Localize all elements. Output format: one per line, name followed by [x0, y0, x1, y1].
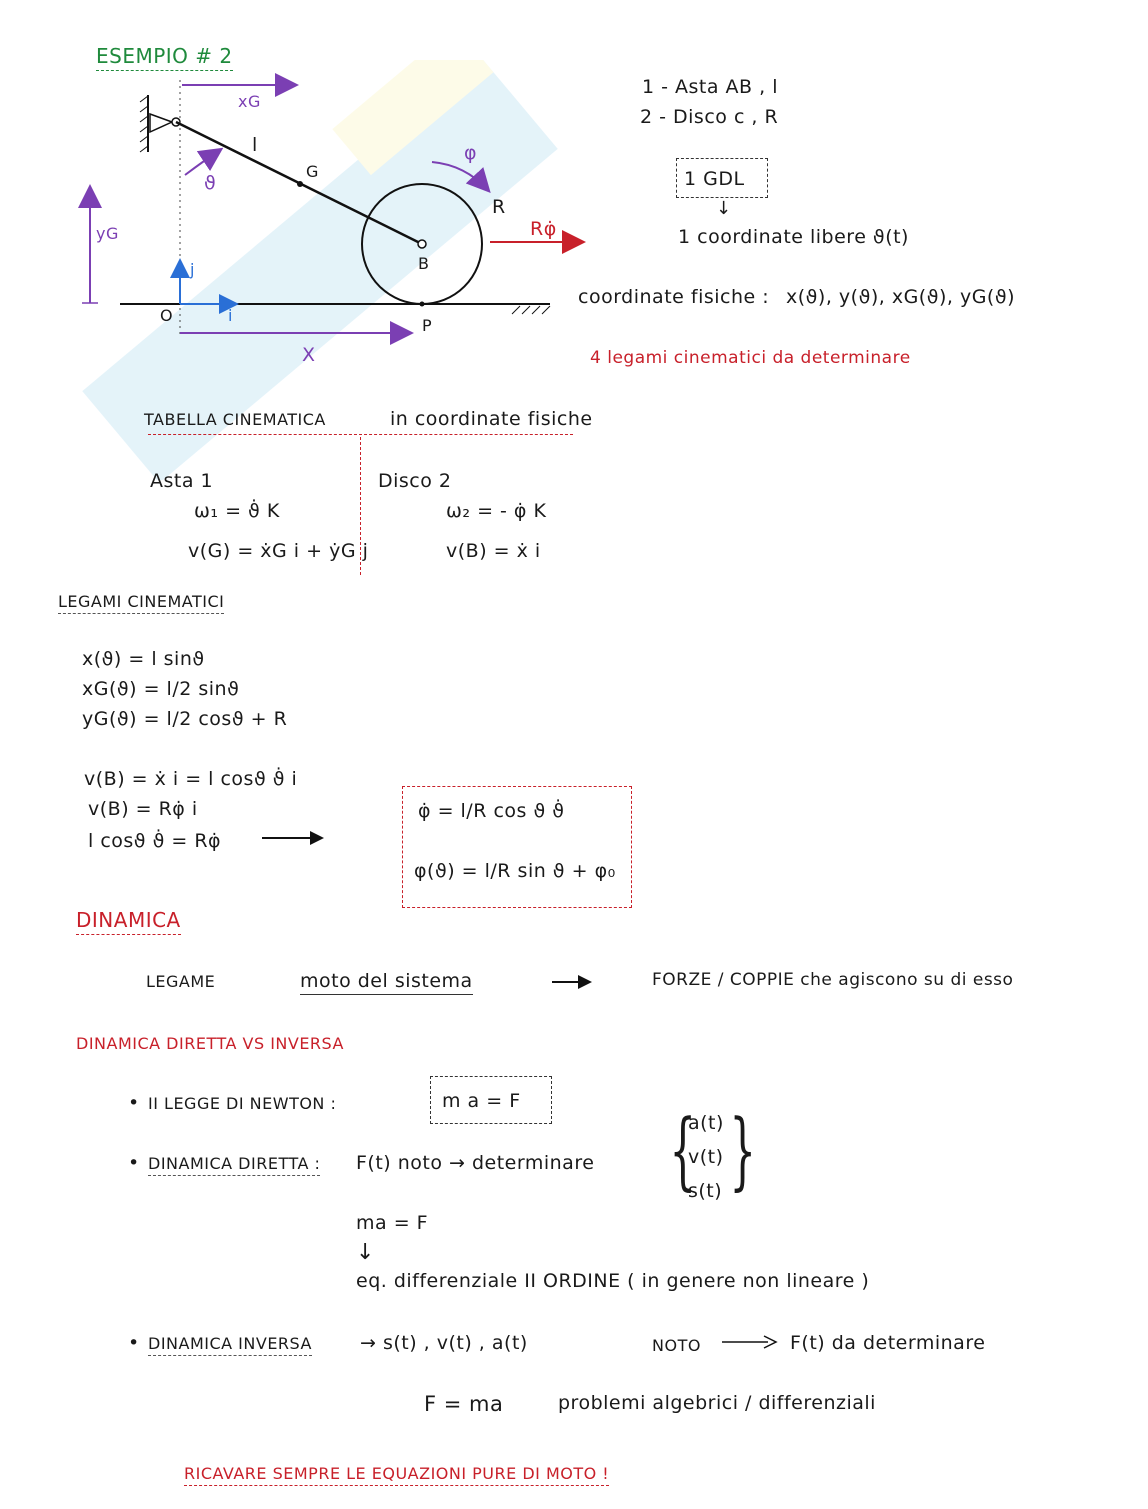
diretta-eq: ma = F: [356, 1212, 429, 1234]
label-p: P: [422, 316, 433, 335]
table-col2-row2: v(B) = ẋ i: [446, 540, 541, 562]
legami-eq-6: l cosϑ ϑ̇ = Rφ̇: [88, 830, 222, 852]
newton-label: II LEGGE DI NEWTON :: [148, 1094, 337, 1113]
label-i: i: [228, 306, 233, 325]
legame-arrow-icon: [550, 972, 596, 992]
bodies-line-1: 1 - Asta AB , l: [642, 76, 778, 98]
newton-formula: m a = F: [442, 1090, 521, 1112]
label-j: j: [190, 260, 195, 279]
physical-coordinates-label: coordinate fisiche :: [578, 286, 770, 308]
label-xg: xG: [238, 92, 261, 111]
label-yg: yG: [96, 224, 119, 243]
legami-eq-1: x(ϑ) = l sinϑ: [82, 648, 205, 670]
table-col2-head: Disco 2: [378, 470, 452, 492]
mechanism-figure: [70, 70, 590, 370]
label-r-phidot: Rφ̇: [530, 218, 557, 240]
table-col1-head: Asta 1: [150, 470, 214, 492]
table-col1-row2: v(G) = ẋG i + ẏG j: [188, 540, 369, 562]
table-title-left: TABELLA CINEMATICA: [144, 410, 326, 429]
legami-eq-5: v(B) = Rφ̇ i: [88, 798, 198, 820]
inversa-rest: F(t) da determinare: [790, 1332, 986, 1354]
label-b: B: [418, 254, 430, 273]
physical-coordinates-value: x(ϑ), y(ϑ), xG(ϑ), yG(ϑ): [786, 286, 1016, 308]
legami-title: LEGAMI CINEMATICI: [58, 592, 224, 614]
phi-arrow: [432, 162, 488, 190]
table-col2-row1: ω₂ = - φ̇ K: [446, 500, 547, 522]
phi-result-1: φ̇ = l/R cos ϑ ϑ̇: [418, 800, 565, 822]
table-col1-row1: ω₁ = ϑ̇ K: [194, 500, 280, 522]
disc-center-b: [418, 240, 426, 248]
left-brace: {: [669, 1101, 697, 1199]
footer-note: RICAVARE SEMPRE LE EQUAZIONI PURE DI MOTO !: [184, 1464, 609, 1486]
inversa-problemi: problemi algebrici / differenziali: [558, 1392, 876, 1414]
legame-mid: moto del sistema: [300, 970, 473, 995]
gdl-arrow-down-icon: ↓: [716, 198, 732, 219]
inversa-label: DINAMICA INVERSA: [148, 1334, 312, 1356]
free-coordinates: 1 coordinate libere ϑ(t): [678, 226, 909, 248]
phi-result-2: φ(ϑ) = l/R sin ϑ + φ₀: [414, 860, 616, 882]
legame-left: LEGAME: [146, 972, 216, 991]
inversa-eq: F = ma: [424, 1392, 504, 1416]
legami-count: 4 legami cinematici da determinare: [590, 348, 911, 368]
center-g: [297, 181, 303, 187]
diretta-brace-2: v(t): [688, 1146, 724, 1168]
contact-point-p: [420, 302, 425, 307]
diretta-diff: eq. differenziale II ORDINE ( in genere non lineare ): [356, 1270, 870, 1292]
legami-eq-3: yG(ϑ) = l/2 cosϑ + R: [82, 708, 288, 730]
legami-eq-4: v(B) = ẋ i = l cosϑ ϑ̇ i: [84, 768, 298, 790]
table-title-right: in coordinate fisiche: [390, 408, 593, 430]
label-r: R: [492, 196, 506, 218]
inversa-noto: NOTO: [652, 1336, 701, 1355]
table-title-underline: [148, 432, 573, 435]
label-theta: ϑ: [204, 172, 217, 194]
diretta-arrow-down-icon: ↓: [356, 1240, 375, 1265]
legami-arrow-icon: [260, 828, 328, 848]
dinamica-title: DINAMICA: [76, 908, 181, 935]
diretta-label: DINAMICA DIRETTA :: [148, 1154, 320, 1176]
right-brace: }: [729, 1101, 757, 1199]
gdl-text: 1 GDL: [684, 168, 745, 190]
bullet-diretta: •: [128, 1152, 140, 1174]
legame-right: FORZE / COPPIE che agiscono su di esso: [652, 970, 1014, 990]
label-l: l: [252, 134, 258, 156]
example-title: ESEMPIO # 2: [96, 44, 233, 71]
diretta-inversa-title: DINAMICA DIRETTA VS INVERSA: [76, 1034, 344, 1053]
inversa-arrow-icon: [720, 1332, 778, 1352]
diretta-brace-1: a(t): [688, 1112, 724, 1134]
label-g: G: [306, 162, 319, 181]
diretta-text: F(t) noto → determinare: [356, 1152, 595, 1174]
diretta-brace-3: s(t): [688, 1180, 723, 1202]
wall-support: [140, 95, 180, 152]
label-phi: φ: [464, 142, 478, 164]
bullet-newton: •: [128, 1092, 140, 1114]
label-o: O: [160, 306, 174, 325]
inversa-text: → s(t) , v(t) , a(t): [360, 1332, 528, 1354]
label-x: X: [302, 344, 316, 366]
bullet-inversa: •: [128, 1332, 140, 1354]
bodies-line-2: 2 - Disco c , R: [640, 106, 779, 128]
legami-eq-2: xG(ϑ) = l/2 sinϑ: [82, 678, 240, 700]
